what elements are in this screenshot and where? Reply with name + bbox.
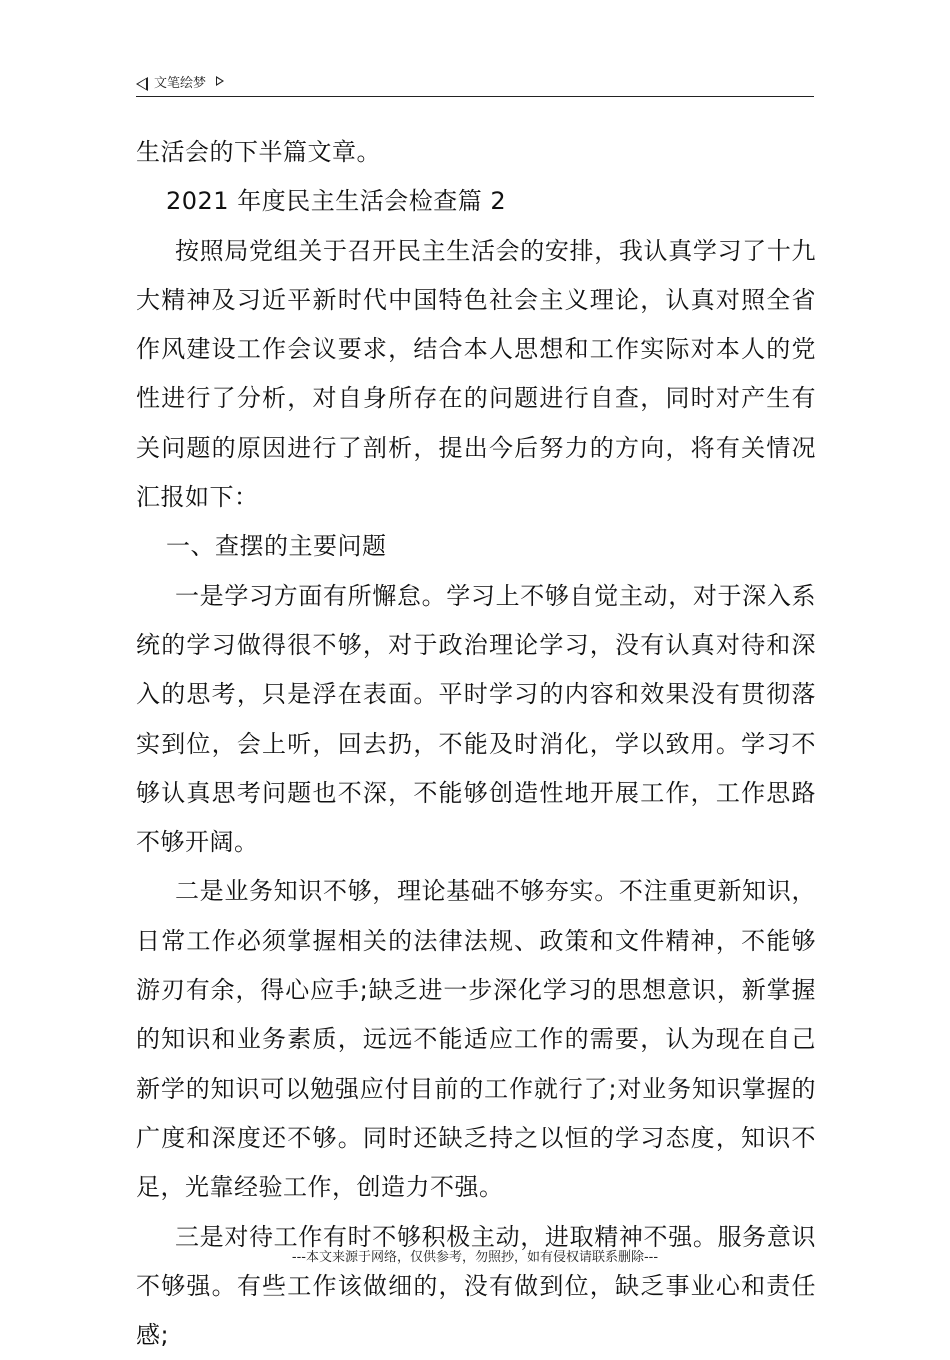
page-header	[136, 74, 814, 97]
paragraph-continuation: 生活会的下半篇文章。	[136, 138, 381, 166]
header-inner	[136, 74, 814, 94]
section-title: 2021 年度民主生活会检查篇 2	[166, 187, 507, 216]
paragraph-intro: 按照局党组关于召开民主生活会的安排，我认真学习了十九大精神及习近平新时代中国特色社会主义理论，认真对照全省作风建设工作会议要求，结合本人思想和工作实际对本人的党性进行了分析，对自身所存在的问题进行自查，同时对产生有关问题的原因进行了剖析，提出今后努力的方向，将有关情况汇报如下：	[136, 236, 816, 512]
header-title: 文笔绘梦	[154, 76, 207, 91]
paragraph-issue-2: 二是业务知识不够，理论基础不够夯实。不注重更新知识，日常工作必须掌握相关的法律法规、政策和文件精神，不能够游刃有余，得心应手;缺乏进一步深化学习的思想意识，新掌握的知识和业务素质，远远不能适应工作的需要，认为现在自己新学的知识可以勉强应付目前的工作就行了;对业务知识掌握的广度和深度还不够。同时还缺乏持之以恒的学习态度，知识不足，光靠经验工作，创造力不强。	[136, 877, 816, 1202]
triangle-left-icon	[136, 77, 148, 91]
document-body	[136, 128, 816, 1360]
page-footer: ---本文来源于网络，仅供参考，勿照抄，如有侵权请联系删除---	[291, 1250, 659, 1265]
paragraph-issue-1: 一是学习方面有所懈怠。学习上不够自觉主动，对于深入系统的学习做得很不够，对于政治理论学习，没有认真对待和深入的思考，只是浮在表面。平时学习的内容和效果没有贯彻落实到位，会上听，回去扔，不能及时消化，学以致用。学习不够认真思考问题也不深，不能够创造性地开展工作，工作思路不够开阔。	[136, 581, 816, 857]
section-heading: 一、查摆的主要问题	[166, 532, 387, 561]
triangle-right-icon	[216, 76, 224, 86]
paragraph-issue-3: 三是对待工作有时不够积极主动，进取精神不强。服务意识不够强。有些工作该做细的，没有做到位，缺乏事业心和责任感;	[136, 1222, 816, 1350]
